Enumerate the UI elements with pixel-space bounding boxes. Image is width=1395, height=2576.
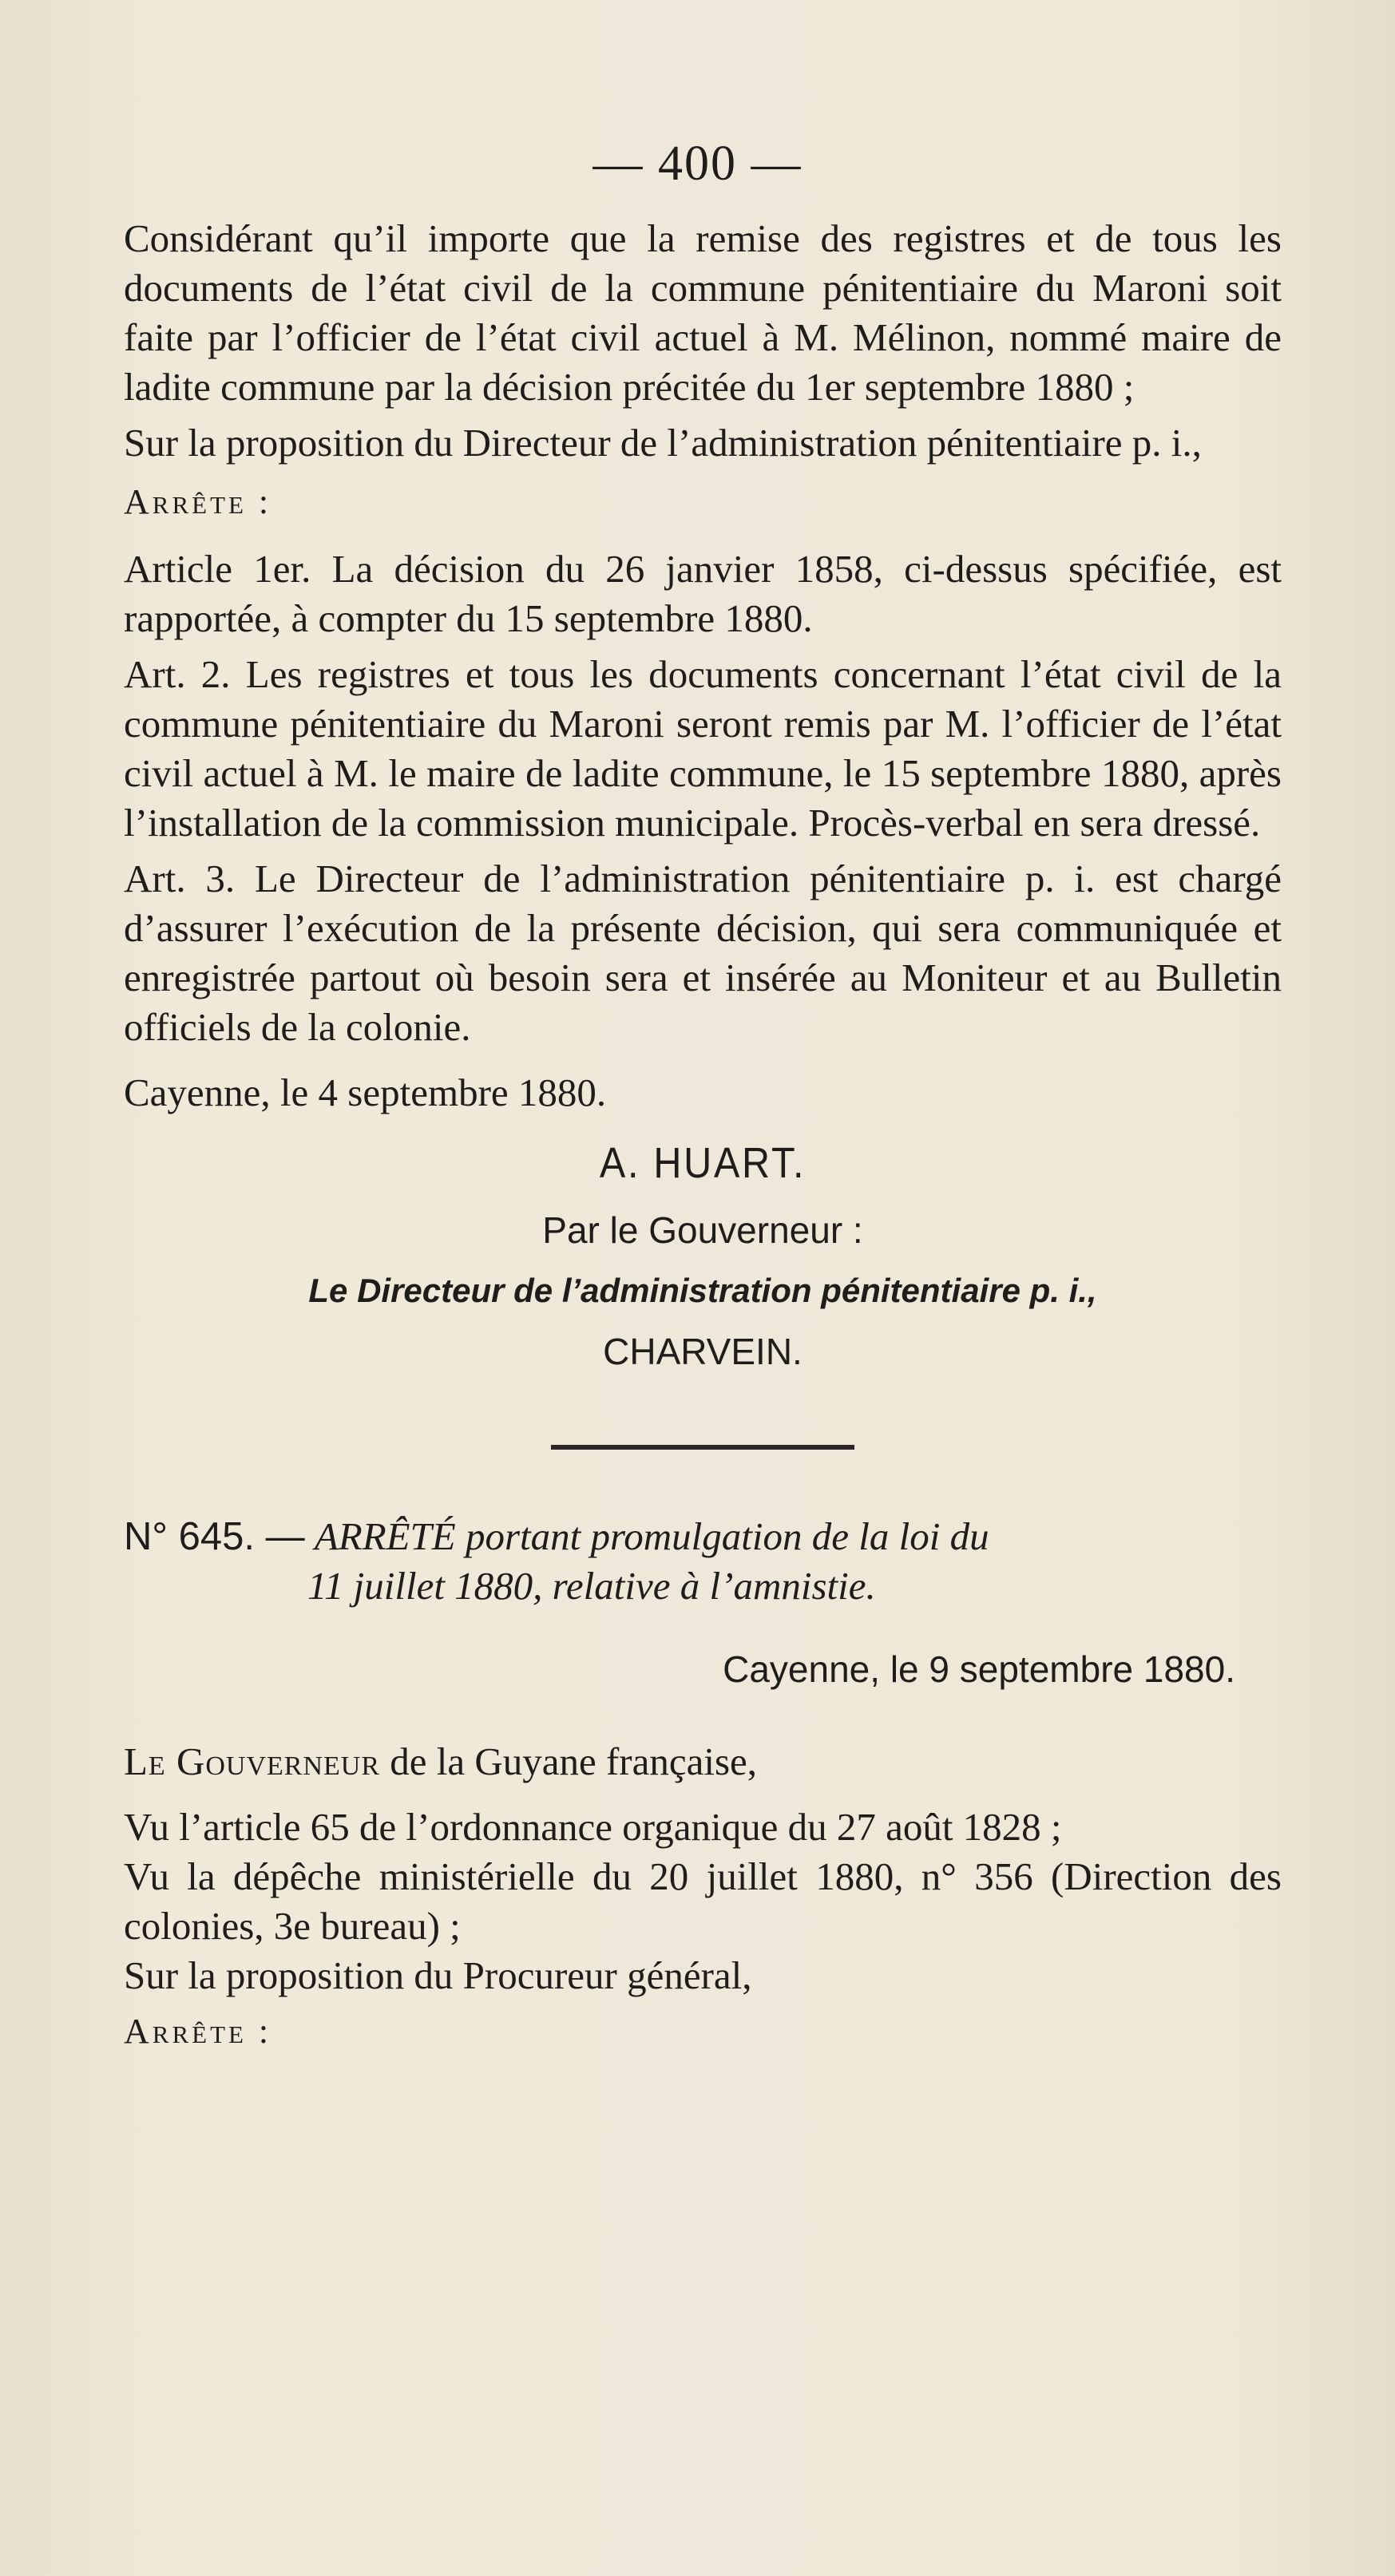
signature-title: Le Directeur de l’administration pénitentiaire p. i., — [308, 1272, 1097, 1309]
decree-arrete-label: Arrête : — [124, 2012, 272, 2051]
article-1: Article 1er. La décision du 26 janvier 1858, ci-dessus spécifiée, est rapportée, à compter du 15 septembre 1880. — [124, 547, 1282, 640]
paragraph-proposition: Sur la proposition du Directeur de l’administration pénitentiaire p. i., — [124, 421, 1202, 465]
page-number: — 400 — — [592, 137, 803, 191]
governor-prefix: Le Gouverneur — [124, 1739, 380, 1783]
consideration-1: Vu l’article 65 de l’ordonnance organique du 27 août 1828 ; — [124, 1805, 1062, 1849]
consideration-2: Vu la dépêche ministérielle du 20 juillet 1880, n° 356 (Direction des colonies, 3e bureau) ; — [124, 1854, 1282, 1948]
signature-name: A. HUART. — [599, 1139, 806, 1187]
decree-heading — [124, 1512, 1282, 1611]
place-date: Cayenne, le 4 septembre 1880. — [124, 1070, 607, 1114]
text-column — [124, 214, 1282, 2056]
consideration-3: Sur la proposition du Procureur général, — [124, 1953, 752, 1997]
section-divider — [551, 1445, 854, 1450]
decree-date: Cayenne, le 9 septembre 1880. — [723, 1648, 1235, 1690]
governor-line — [124, 1737, 1282, 1787]
governor-suffix: de la Guyane française, — [390, 1739, 758, 1783]
article-2: Art. 2. Les registres et tous les documents concernant l’état civil de la commune pénitentiaire du Maroni seront remis par M. l’officier de l’état civil actuel à M. le maire de ladite commune, le 15 septembre 1880, après l’installation de la commission municipale. Procès-verbal en sera dressé. — [124, 652, 1282, 845]
decree-number: N° 645. — — [124, 1515, 305, 1558]
article-3: Art. 3. Le Directeur de l’administration pénitentiaire p. i. est chargé d’assurer l’exécution de la présente décision, qui sera communiquée et enregistrée partout où besoin sera et insérée au Moniteur et au Bulletin officiels de la colonie. — [124, 857, 1282, 1049]
paragraph-considerant: Considérant qu’il importe que la remise des registres et de tous les documents de l’état civil de la commune pénitentiaire du Maroni soit faite par l’officier de l’état civil actuel à M. Mélinon, nommé maire de ladite commune par la décision précitée du 1er septembre 1880 ; — [124, 216, 1282, 409]
decree-title-line2: 11 juillet 1880, relative à l’amnistie. — [307, 1564, 876, 1608]
decree-title-line1: ARRÊTÉ portant promulgation de la loi du — [314, 1514, 989, 1558]
arrete-label: Arrête : — [124, 482, 272, 521]
signature-signer: CHARVEIN. — [603, 1331, 803, 1372]
signature-by: Par le Gouverneur : — [542, 1209, 863, 1251]
